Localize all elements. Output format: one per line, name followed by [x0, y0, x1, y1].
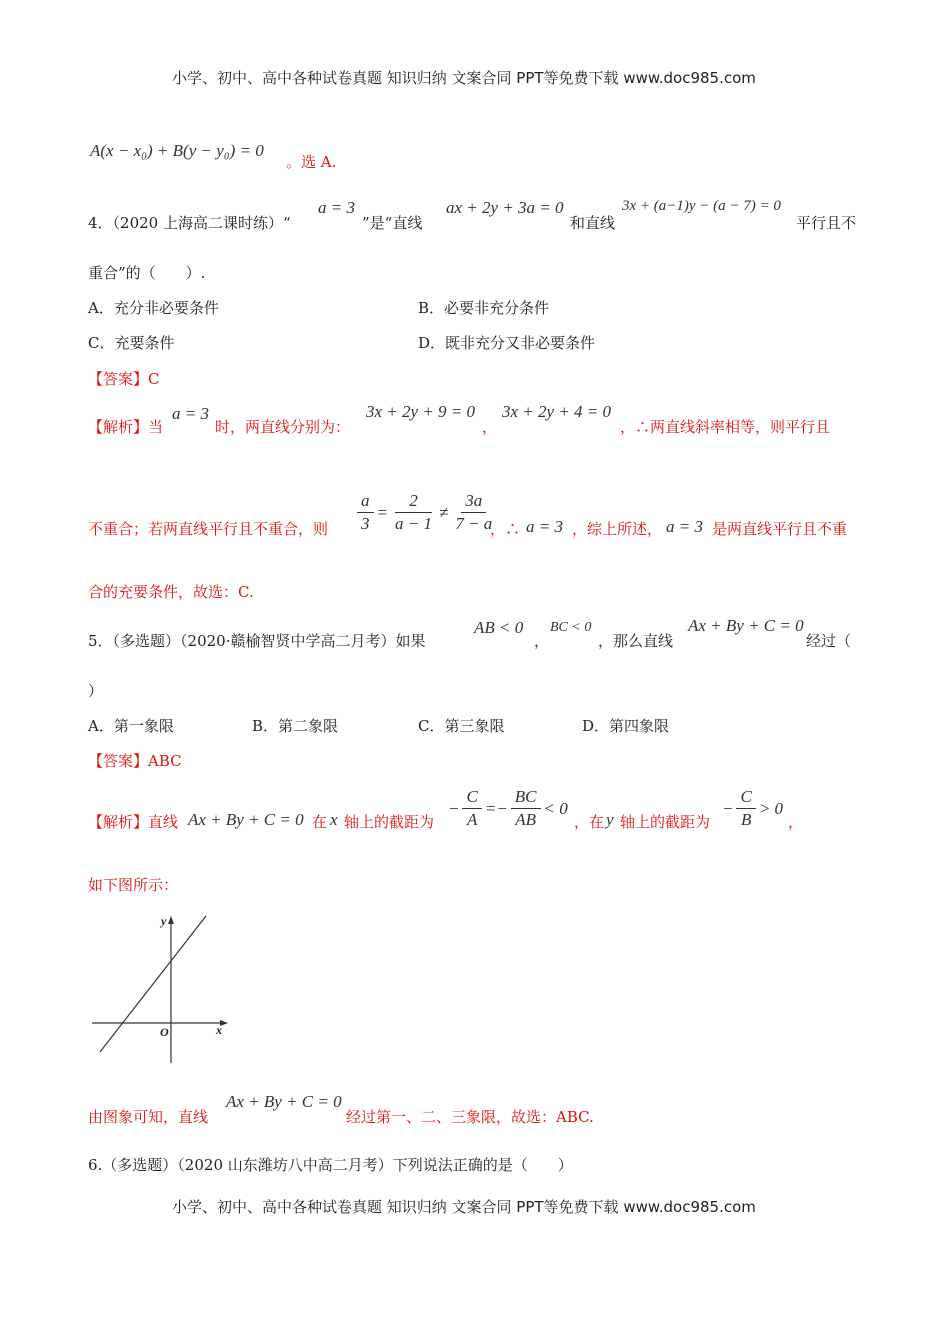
- q4-stem-5: 重合”的（ ）.: [88, 264, 206, 282]
- q4-exp-1: 时，两直线分别为：: [215, 418, 351, 436]
- q4-exp-eq2: 3x + 2y + 4 = 0: [502, 402, 612, 421]
- q4-exp-label: 【解析】当: [88, 418, 164, 436]
- q4-exp-3: 不重合；若两直线平行且不重合，则: [88, 520, 329, 538]
- q5-line: Ax + By + C = 0: [688, 616, 804, 635]
- q4-exp-7: 合的充要条件，故选：C.: [88, 583, 254, 601]
- q5-stem-1: 5．（多选题）（2020·赣榆智贤中学高二月考）如果: [88, 632, 426, 650]
- q5-exp-3: ，在: [574, 813, 605, 831]
- y-axis-label: y: [161, 914, 167, 928]
- q5-option-b: B．第二象限: [252, 717, 339, 735]
- q5-exp-2: 轴上的截距为: [344, 813, 435, 831]
- q6-stem: 6.（多选题）（2020 山东潍坊八中高二月考）下列说法正确的是（ ）: [88, 1156, 573, 1174]
- q4-stem-1: 4．（2020 上海高二课时练）“: [88, 214, 291, 232]
- q4-option-a: A．充分非必要条件: [88, 299, 219, 317]
- q5-answer: 【答案】ABC: [88, 752, 182, 770]
- x-axis-label: x: [216, 1023, 222, 1037]
- q5-frac-ca: $\frac{C}{A}$: [462, 786, 481, 831]
- q5-frac-cb: $\frac{C}{B}$: [736, 786, 755, 831]
- q4-exp-5: ，综上所述，: [572, 520, 663, 538]
- q4-exp-a3b: a = 3: [666, 517, 703, 536]
- q5-concl-1: 由图象可知，直线: [88, 1108, 209, 1126]
- q5-graph: [88, 910, 238, 1070]
- q5-frac-bcab: $\frac{BC}{AB}$: [511, 786, 541, 831]
- q4-fraction-chain: $\frac{a}{3}$ = $\frac{2}{a - 1}$ ≠ $\frac{3a}{7 - a}$: [354, 490, 499, 535]
- q4-exp-cond: a = 3: [172, 404, 209, 423]
- q4-exp-6: 是两直线平行且不重: [712, 520, 848, 538]
- q4-answer: 【答案】C: [88, 370, 160, 388]
- q5-exp-y: y: [606, 810, 614, 829]
- q5-concl-line: Ax + By + C = 0: [226, 1092, 342, 1111]
- q5-stem-2: ，那么直线: [598, 632, 674, 650]
- q4-option-c: C．充要条件: [88, 334, 175, 352]
- origin-label: O: [160, 1025, 169, 1039]
- q4-exp-2: ，∴两直线斜率相等，则平行且: [620, 418, 831, 436]
- q5-stem-3: 经过（: [806, 632, 852, 650]
- q5-exp-label: 【解析】直线: [88, 813, 179, 831]
- y-axis-arrow: [168, 916, 174, 924]
- q4-frac-3: $\frac{3a}{7 - a}$: [455, 491, 493, 533]
- q5-exp-6: 如下图所示：: [88, 876, 179, 894]
- q5-cond-1: AB < 0: [474, 618, 524, 637]
- q4-line1: ax + 2y + 3a = 0: [446, 198, 564, 217]
- q5-option-d: D．第四象限: [582, 717, 670, 735]
- q5-exp-5: ，: [788, 813, 804, 831]
- q4-exp-4: ，∴: [490, 520, 521, 538]
- q4-line2: 3x + (a−1)y − (a − 7) = 0: [622, 198, 781, 214]
- q5-option-c: C．第三象限: [418, 717, 505, 735]
- q5-exp-line: Ax + By + C = 0: [188, 810, 304, 829]
- q5-exp-1: 在: [312, 813, 328, 831]
- prev-tail: 。选 A.: [286, 153, 337, 171]
- q5-exp-4: 轴上的截距为: [620, 813, 711, 831]
- q4-exp-comma: ，: [482, 418, 498, 436]
- q5-cond-2: BC < 0: [550, 620, 592, 635]
- page-header: 小学、初中、高中各种试卷真题 知识归纳 文案合同 PPT等免费下载 www.doc985.com: [172, 69, 756, 87]
- q4-exp-a3: a = 3: [526, 517, 563, 536]
- page-footer: 小学、初中、高中各种试卷真题 知识归纳 文案合同 PPT等免费下载 www.doc985.com: [172, 1198, 756, 1216]
- q5-comma: ，: [534, 632, 550, 650]
- q5-option-a: A．第一象限: [88, 717, 174, 735]
- q4-option-b: B．必要非充分条件: [418, 299, 550, 317]
- q4-frac-2: $\frac{2}{a - 1}$: [394, 491, 432, 533]
- q5-y-intercept: − $\frac{C}{B}$ > 0: [722, 787, 784, 829]
- q5-concl-2: 经过第一、二、三象限，故选：ABC.: [346, 1108, 594, 1126]
- q4-frac-1: $\frac{a}{3}$: [357, 490, 374, 535]
- q5-stem-4: ）: [88, 682, 104, 700]
- q5-exp-x: x: [330, 810, 338, 829]
- q4-stem-2: ”是“直线: [362, 214, 423, 232]
- q4-stem-4: 平行且不: [796, 214, 857, 232]
- graph-line: [100, 916, 206, 1052]
- q4-cond: a = 3: [318, 198, 355, 217]
- q4-stem-3: 和直线: [570, 214, 616, 232]
- q4-exp-eq1: 3x + 2y + 9 = 0: [366, 402, 476, 421]
- q5-x-intercept: − $\frac{C}{A}$ = − $\frac{BC}{AB}$ < 0: [448, 787, 568, 829]
- q4-option-d: D．既非充分又非必要条件: [418, 334, 596, 352]
- prev-formula: A(x − x₀) + B(y − y₀) = 0: [90, 141, 264, 160]
